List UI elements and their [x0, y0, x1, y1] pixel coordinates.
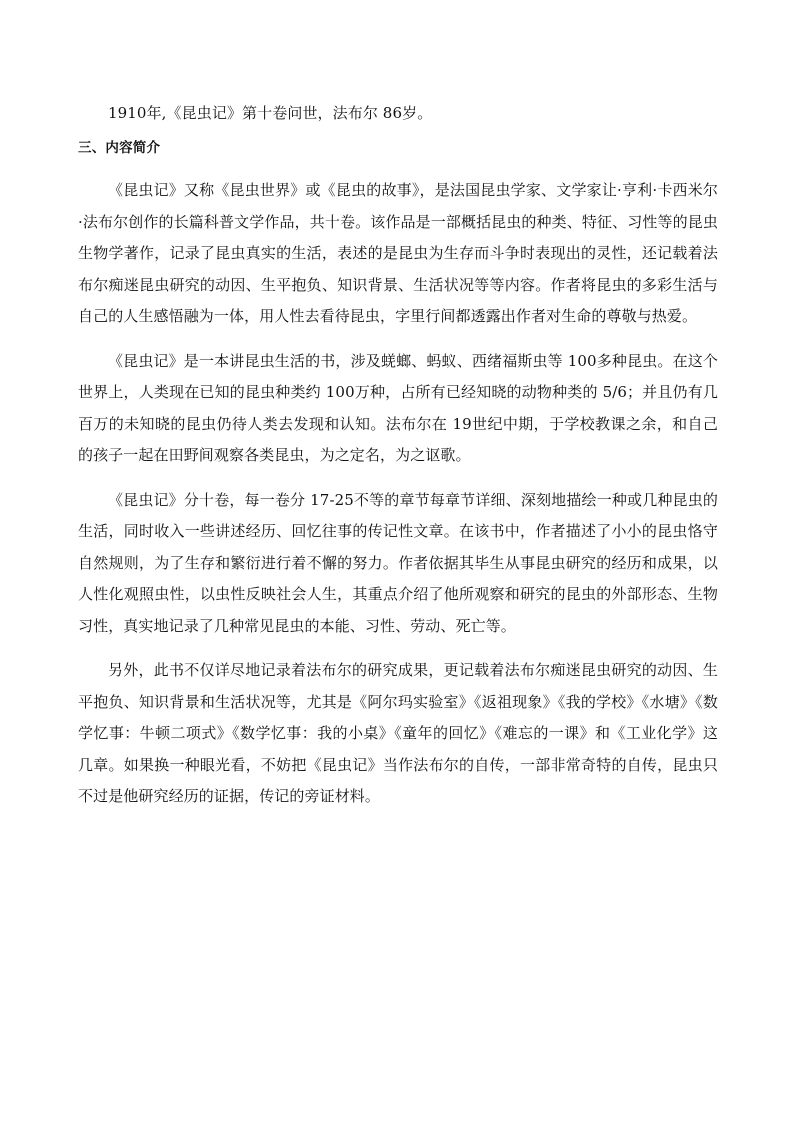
paragraph-2: 《昆虫记》是一本讲昆虫生活的书，涉及蜣螂、蚂蚁、西绪福斯虫等 100多种昆虫。在这个世界上，人类现在已知的昆虫种类约 100万种，占所有已经知晓的动物种类的 5/6；并且仍有几百万的未知晓的昆虫仍待人类去发现和认知。法布尔在 19世纪中期，于学校教课之余，和自己的孩子一起在田野间观察各类昆虫，为之定名，为之讴歌。 [78, 351, 718, 464]
paragraph-4: 另外，此书不仅详尽地记录着法布尔的研究成果，更记载着法布尔痴迷昆虫研究的动因、生平抱负、知识背景和生活状况等，尤其是《阿尔玛实验室》《返祖现象》《我的学校》《水塘》《数学忆事：牛顿二项式》《数学忆事：我的小桌》《童年的回忆》《难忘的一课》和《工业化学》这几章。如果换一种眼光看，不妨把《昆虫记》当作法布尔的自传，一部非常奇特的自传，昆虫只不过是他研究经历的证据，传记的旁证材料。 [78, 661, 718, 805]
intro-line: 1910年,《昆虫记》第十卷问世，法布尔 86岁。 [108, 104, 433, 122]
paragraph-1: 《昆虫记》又称《昆虫世界》或《昆虫的故事》，是法国昆虫学家、文学家让·亨利·卡西米尔·法布尔创作的长篇科普文学作品，共十卷。该作品是一部概括昆虫的种类、特征、习性等的昆虫生物学著作，记录了昆虫真实的生活，表述的是昆虫为生存而斗争时表现出的灵性，还记载着法布尔痴迷昆虫研究的动因、生平抱负、知识背景、生活状况等等内容。作者将昆虫的多彩生活与自己的人生感悟融为一体，用人性去看待昆虫，字里行间都透露出作者对生命的尊敬与热爱。 [78, 181, 718, 325]
document-body [78, 98, 718, 813]
section-heading: 三、内容简介 [78, 140, 161, 156]
paragraph-3: 《昆虫记》分十卷，每一卷分 17-25不等的章节每章节详细、深刻地描绘一种或几种昆虫的生活，同时收入一些讲述经历、回忆往事的传记性文章。在该书中，作者描述了小小的昆虫恪守自然规则，为了生存和繁衍进行着不懈的努力。作者依据其毕生从事昆虫研究的经历和成果，以人性化观照虫性，以虫性反映社会人生，其重点介绍了他所观察和研究的昆虫的外部形态、生物习性，真实地记录了几种常见昆虫的本能、习性、劳动、死亡等。 [78, 490, 718, 635]
